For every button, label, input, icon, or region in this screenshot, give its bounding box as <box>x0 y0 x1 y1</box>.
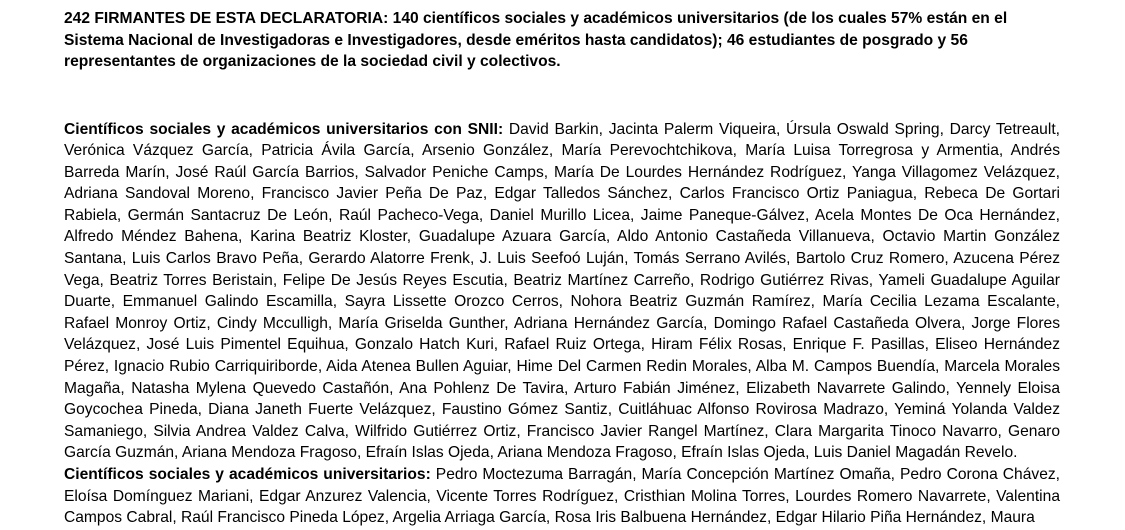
signatories-body <box>64 119 1060 529</box>
section-academicos-names: Pedro Moctezuma Barragán, María Concepción Martínez Omaña, Pedro Corona Chávez, Eloísa Domínguez Mariani, Edgar Anzurez Valencia, Vicente Torres Rodríguez, Cristhian Molina Torres, Lourdes Romero Navarrete, Valentina Campos Cabral, Raúl Francisco Pineda López, Argelia Arriaga García, Rosa Iris Balbuena Hernández, Edgar Hilario Piña Hernández, Maura <box>64 466 1060 527</box>
section-academicos <box>64 464 1060 529</box>
section-snii <box>64 119 1060 465</box>
declaration-summary: 242 FIRMANTES DE ESTA DECLARATORIA: 140 científicos sociales y académicos universitarios (de los cuales 57% están en el Sistema Nacional de Investigadoras e Investigadores, desde eméritos hasta candidatos); 46 estudiantes de posgrado y 56 representantes de organizaciones de la sociedad civil y colectivos. <box>64 10 1008 70</box>
section-snii-names: David Barkin, Jacinta Palerm Viqueira, Úrsula Oswald Spring, Darcy Tetreault, Verónica Vázquez García, Patricia Ávila García, Arsenio González, María Perevochtchikova, María Luisa Torregrosa y Armentia, Andrés Barreda Marín, José Raúl García Barrios, Salvador Peniche Camps, María De Lourdes Hernández Rodríguez, Yanga Villagomez Velázquez, Adriana Sandoval Moreno, Francisco Javier Peña De Paz, Edgar Talledos Sánchez, Carlos Francisco Ortiz Paniagua, Rebeca De Gortari Rabiela, Germán Santacruz De León, Raúl Pacheco-Vega, Daniel Murillo Licea, Jaime Paneque-Gálvez, Acela Montes De Oca Hernández, Alfredo Méndez Bahena, Karina Beatriz Kloster, Guadalupe Azuara García, Aldo Antonio Castañeda Villanueva, Octavio Martin González Santana, Luis Carlos Bravo Peña, Gerardo Alatorre Frenk, J. Luis Seefoó Luján, Tomás Serrano Avilés, Bartolo Cruz Romero, Azucena Pérez Vega, Beatriz Torres Beristain, Felipe De Jesús Reyes Escutia, Beatriz Martínez Carreño, Rodrigo Gutiérrez Rivas, Yameli Guadalupe Aguilar Duarte, Emmanuel Galindo Escamilla, Sayra Lissette Orozco Cerros, Nohora Beatriz Guzmán Ramírez, María Cecilia Lezama Escalante, Rafael Monroy Ortiz, Cindy Mcculligh, María Griselda Gunther, Adriana Hernández García, Domingo Rafael Castañeda Olvera, Jorge Flores Velázquez, José Luis Pimentel Equihua, Gonzalo Hatch Kuri, Rafael Ruiz Ortega, Hiram Félix Rosas, Enrique F. Pasillas, Eliseo Hernández Pérez, Ignacio Rubio Carriquiriborde, Aida Atenea Bullen Aguiar, Hime Del Carmen Redin Morales, Alba M. Campos Buendía, Marcela Morales Magaña, Natasha Mylena Quevedo Castañón, Ana Pohlenz De Tavira, Arturo Fabián Jiménez, Elizabeth Navarrete Galindo, Yennely Eloisa Goycochea Pineda, Diana Janeth Fuerte Velázquez, Faustino Gómez Santiz, Cuitláhuac Alfonso Rovirosa Madrazo, Yeminá Yolanda Valdez Samaniego, Silvia Andrea Valdez Calva, Wilfrido Gutiérrez Ortiz, Francisco Javier Rangel Martínez, Clara Margarita Tinoco Navarro, Genaro García Guzmán, Ariana Mendoza Fragoso, Efraín Islas Ojeda, Ariana Mendoza Fragoso, Efraín Islas Ojeda, Luis Daniel Magadán Revelo. <box>64 120 1060 462</box>
section-academicos-label: Científicos sociales y académicos universitarios: <box>64 466 431 483</box>
section-snii-label: Científicos sociales y académicos universitarios con SNII: <box>64 120 504 138</box>
